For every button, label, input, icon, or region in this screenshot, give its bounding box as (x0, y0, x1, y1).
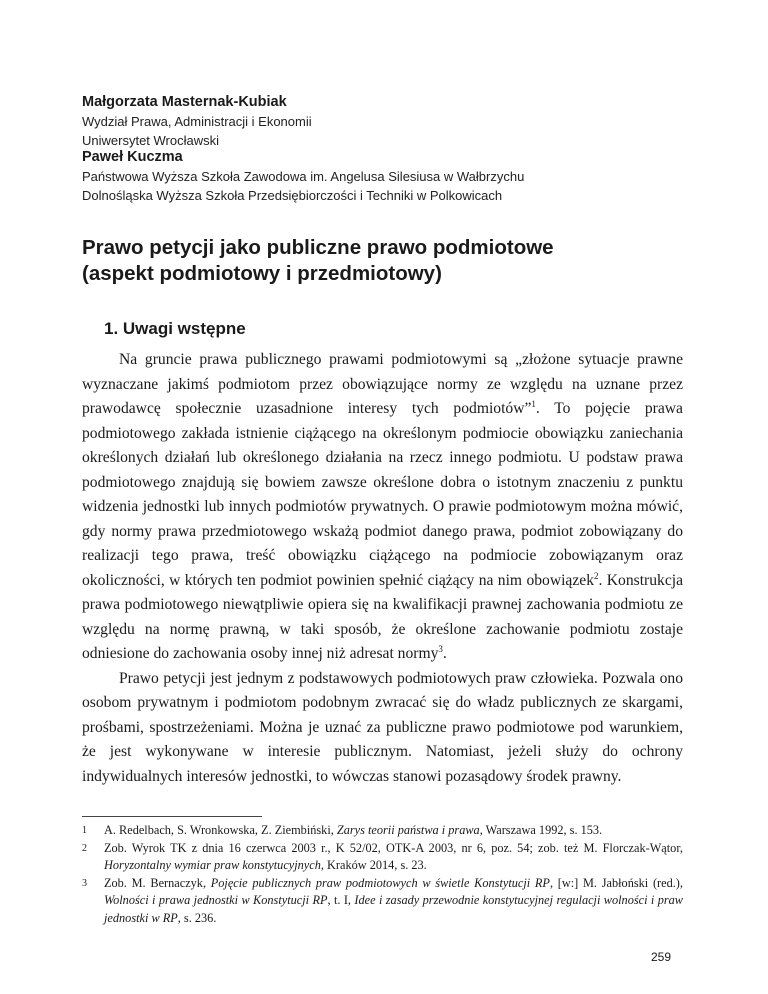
author-affiliation: Uniwersytet Wrocławski (82, 133, 220, 148)
page-number: 259 (651, 950, 672, 964)
author-name: Paweł Kuczma (82, 149, 183, 165)
paragraph-text: . (442, 645, 447, 662)
footnote-text: , s. 236. (177, 910, 217, 925)
paragraph-text: Na gruncie prawa publicznego prawami podmiotowymi są „złożone sytuacje prawne wyznaczane jakimś podmiotom przez obowiązujące normy ze względu na uznane przez prawodawcę społecznie uzasadnione interesy tych podmiotów” (82, 351, 683, 417)
footnote (82, 875, 683, 928)
paragraph-text: . Konstrukcja prawa podmiotowego niewątpliwie opiera się na kwalifikacji prawnej zachowania podmiotu ze względu na normę prawną, w taki sposób, że określone zachowanie podmiotu zostaje odniesione do zachowania osoby innej niż adresat normy (82, 571, 684, 662)
paragraph-text: . To pojęcie prawa podmiotowego zakłada istnienie ciążącego na określonym podmiocie obowiązku zaniechania określonych działań lub określonego działania na rzecz innego podmiotu. U podstaw prawa podmiotowego znajdują się bowiem zawsze określone dobra o istotnym znaczeniu z punktu widzenia jednostki lub innych podmiotów prywatnych. O prawie podmiotowym można mówić, gdy normy prawa przedmiotowego wskażą podmiot danego prawa, podmiot zobowiązany do realizacji tego prawa, treść obowiązku ciążącego na podmiocie zobowiązanym oraz okoliczności, w których ten podmiot powinien spełnić ciążący na nim obowiązek (82, 400, 683, 589)
article-title (82, 235, 702, 287)
author-block-1 (82, 92, 312, 150)
footnote-ref[interactable]: 2 (594, 570, 599, 581)
footnote-text: Zob. M. Bernaczyk, (104, 875, 211, 890)
author-block-2 (82, 147, 524, 205)
footnote-number: 1 (82, 825, 87, 836)
article-title-line: (aspekt podmiotowy i przedmiotowy) (82, 262, 442, 285)
footnote-title: Wolności i prawa jednostki w Konstytucji RP (104, 893, 328, 907)
footnote (82, 840, 683, 875)
footnote (82, 822, 683, 840)
footnote-ref[interactable]: 3 (438, 643, 443, 654)
footnote-text: A. Redelbach, S. Wronkowska, Z. Ziembiński, (104, 823, 337, 837)
paragraph (82, 348, 683, 667)
body-text (82, 348, 683, 789)
footnote-divider (82, 816, 262, 817)
footnote-text: , t. I, (327, 893, 355, 907)
footnote-text: Zob. Wyrok TK z dnia 16 czerwca 2003 r., K 52/02, OTK-A 2003, nr 6, poz. 54; zob. też M. Florczak-Wątor, (104, 840, 683, 855)
author-name: Małgorzata Masternak-Kubiak (82, 94, 287, 110)
footnote-text: , [w:] M. Jabłoński (red.), (549, 875, 683, 890)
section-heading: 1. Uwagi wstępne (104, 319, 246, 338)
footnote-text: , Kraków 2014, s. 23. (320, 858, 427, 872)
article-title-line: Prawo petycji jako publiczne prawo podmiotowe (82, 236, 554, 259)
footnote-title: Horyzontalny wymiar praw konstytucyjnych (104, 858, 321, 872)
footnote-title: Pojęcie publicznych praw podmiotowych w świetle Konstytucji RP (210, 875, 550, 890)
footnote-number: 3 (82, 877, 87, 889)
footnote-title: Zarys teorii państwa i prawa (336, 823, 480, 837)
footnote-text: , Warszawa 1992, s. 153. (479, 823, 603, 837)
footnote-number: 2 (82, 842, 87, 854)
paragraph: Prawo petycji jest jednym z podstawowych podmiotowych praw człowieka. Pozwala ono osobom prywatnym i podmiotom podobnym zwracać się do władz publicznych ze skargami, prośbami, spostrzeżeniami. Można je uznać za publiczne prawo podmiotowe pod warunkiem, że jest wykonywane w interesie publicznym. Natomiast, jeżeli służy do ochrony indywidualnych interesów jednostki, to wówczas stanowi pozasądowy środek prawny. (82, 669, 683, 785)
footnotes (82, 822, 683, 927)
footnote-ref[interactable]: 1 (531, 398, 536, 409)
author-affiliation: Wydział Prawa, Administracji i Ekonomii (82, 114, 312, 129)
author-affiliation: Dolnośląska Wyższa Szkoła Przedsiębiorczości i Techniki w Polkowicach (82, 188, 503, 203)
author-affiliation: Państwowa Wyższa Szkoła Zawodowa im. Angelusa Silesiusa w Wałbrzychu (82, 169, 525, 184)
footnote-title: Idee i zasady przewodnie konstytucyjnej regulacji wolności i praw jednostki w RP (104, 893, 683, 925)
